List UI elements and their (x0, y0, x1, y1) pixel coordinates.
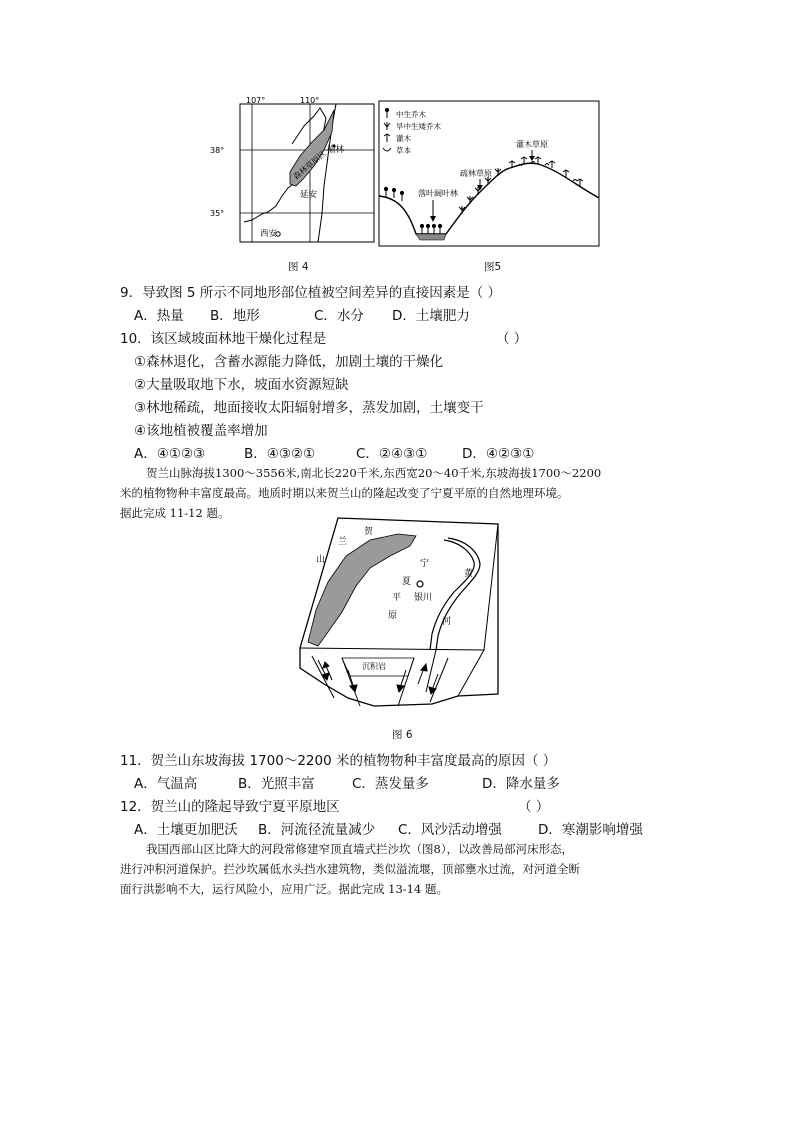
question-10-paren: （ ） (496, 331, 528, 347)
passage-2-line-3: 面行洪影响不大，运行风险小，应用广泛。据此完成 13-14 题。 (120, 882, 448, 896)
yanan-label: 延安 (300, 190, 318, 200)
label-ning: 宁 (420, 559, 430, 569)
label-ping: 平 (392, 593, 402, 603)
label-shrub-grassland: 灌木草原 (516, 140, 548, 149)
legend-dwarf-tree: 旱中生矮乔木 (396, 122, 441, 131)
figure-5-profile (378, 100, 600, 248)
q11-option-b: B．光照丰富 (238, 776, 315, 792)
q10-option-c: C．②④③① (356, 446, 428, 462)
lon-107-label: 107° (246, 96, 266, 105)
label-sparse-forest: 疏林草原 (460, 169, 492, 178)
q10-item-4: ④该地植被覆盖率增加 (134, 423, 268, 439)
q9-option-a: A．热量 (134, 308, 184, 324)
q10-item-2: ②大量吸取地下水，坡面水资源短缺 (134, 377, 349, 393)
q9-option-c: C．水分 (314, 308, 364, 324)
lat-35-label: 35° (210, 209, 225, 218)
question-12-paren: （ ） (518, 799, 550, 815)
zone-label: 森林草原区 (291, 148, 328, 182)
passage-2-line-1: 我国西部山区比降大的河段常修建窄顶直墙式拦沙坎（图8），以改善局部河床形态， (146, 842, 574, 856)
label-shan: 山 (316, 555, 326, 565)
lat-38-label: 38° (210, 146, 225, 155)
label-yuan: 原 (388, 611, 398, 621)
passage-2-line-2: 进行冲积河道保护。拦沙坎属低水头挡水建筑物，类似溢流堰，顶部壅水过流，对河道全断 (120, 862, 580, 876)
label-deciduous: 落叶阔叶林 (418, 189, 458, 198)
arrow-shrub (529, 156, 535, 161)
figure-4-caption: 图 4 (288, 261, 309, 273)
xian-label: 西安 (260, 229, 278, 239)
legend-herb: 草本 (396, 146, 411, 155)
legend (383, 108, 441, 155)
figure-6-caption: 图 6 (392, 729, 413, 741)
q12-option-d: D．寒潮影响增强 (538, 822, 643, 838)
passage-1-line-1: 贺兰山脉海拔1300～3556米,南北长220千米,东西宽20～40千米,东坡海拔1700～2200 (146, 466, 602, 480)
label-he-river: 河 (442, 617, 452, 627)
lon-110-label: 110° (300, 96, 320, 105)
label-lan: 兰 (338, 537, 348, 547)
yulin-label: 榆林 (327, 145, 345, 155)
q10-item-1: ①森林退化，含蓄水源能力降低，加剧土壤的干燥化 (134, 354, 444, 370)
arrow-deciduous (430, 216, 436, 222)
question-12: 12．贺兰山的隆起导致宁夏平原地区 (120, 799, 340, 815)
q12-option-c: C．风沙活动增强 (398, 822, 502, 838)
q12-option-b: B．河流径流量减少 (258, 822, 376, 838)
q12-option-a: A．土壤更加肥沃 (134, 822, 238, 838)
q9-option-b: B．地形 (210, 308, 260, 324)
question-9: 9．导致图 5 所示不同地形部位植被空间差异的直接因素是（ ） (120, 285, 502, 301)
label-yinchuan: 银川 (414, 593, 433, 603)
label-sedimentary-rock: 沉积岩 (362, 662, 386, 671)
legend-shrub: 灌木 (396, 134, 411, 143)
q10-item-3: ③林地稀疏，地面接收太阳辐射增多，蒸发加剧，土壤变干 (134, 400, 484, 416)
legend-mesophytic-tree: 中生乔木 (396, 110, 426, 119)
label-he: 贺 (364, 527, 374, 537)
q11-option-a: A．气温高 (134, 776, 198, 792)
valley-floor (416, 234, 446, 240)
label-huang: 黄 (464, 569, 474, 579)
q11-option-c: C．蒸发量多 (352, 776, 429, 792)
passage-1-line-2: 米的植物物种丰富度最高。地质时期以来贺兰山的隆起改变了宁夏平原的自然地理环境。 (120, 486, 569, 500)
q11-option-d: D．降水量多 (482, 776, 560, 792)
question-10: 10．该区域坡面林地干燥化过程是 (120, 331, 327, 347)
q10-option-b: B．④③②① (244, 446, 316, 462)
figure-5-caption: 图5 (484, 261, 502, 273)
question-11: 11．贺兰山东坡海拔 1700～2200 米的植物物种丰富度最高的原因（ ） (120, 753, 557, 769)
figure-4-map (210, 96, 376, 248)
q9-option-d: D．土壤肥力 (392, 308, 470, 324)
q10-option-d: D．④②③① (462, 446, 535, 462)
label-xia: 夏 (402, 577, 412, 587)
passage-1-line-3: 据此完成 11-12 题。 (120, 506, 230, 520)
figure-6-block-diagram (298, 514, 500, 710)
q10-option-a: A．④①②③ (134, 446, 206, 462)
